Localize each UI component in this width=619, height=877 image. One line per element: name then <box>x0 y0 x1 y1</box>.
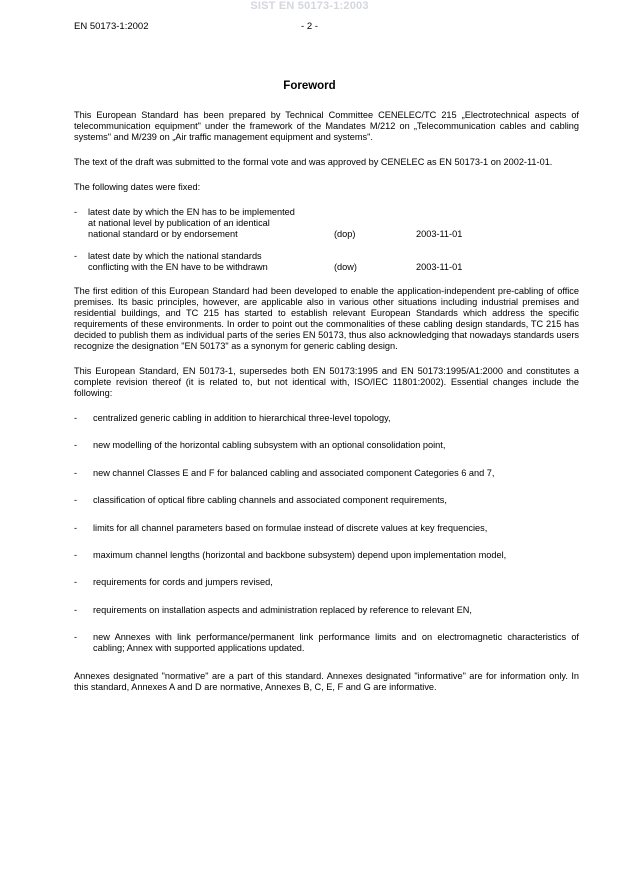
list-item-text: limits for all channel parameters based on formulae instead of discrete values at key frequencies, <box>93 522 488 533</box>
date-description-line: national standard or by endorsement <box>88 229 238 239</box>
list-item-text: maximum channel lengths (horizontal and backbone subsystem) depend upon implementation model, <box>93 549 507 560</box>
changes-list <box>74 413 579 654</box>
date-value: 2003-11-01 <box>416 229 463 239</box>
list-dash: - <box>74 251 78 261</box>
document-body <box>74 110 579 707</box>
list-item <box>74 605 579 616</box>
date-abbreviation: (dow) <box>334 262 357 272</box>
paragraph-preparation: This European Standard has been prepared by Technical Committee CENELEC/TC 215 „Electrotechnical aspects of telecommunication equipment" under the framework of the Mandates M/212 on „Telecommunication cables and cabling systems" and M/239 on „Air traffic management equipment and systems". <box>74 110 579 142</box>
paragraph-dates-intro: The following dates were fixed: <box>74 182 201 192</box>
list-item <box>74 468 579 479</box>
date-description <box>88 251 338 273</box>
list-item <box>74 577 579 588</box>
document-id: EN 50173-1:2002 <box>74 21 149 32</box>
list-item <box>74 550 579 561</box>
list-item <box>74 523 579 534</box>
list-dash: - <box>74 549 78 560</box>
date-description <box>88 207 338 240</box>
list-item-text: requirements on installation aspects and administration replaced by reference to relevant EN, <box>93 604 472 615</box>
list-item-text: new channel Classes E and F for balanced cabling and associated component Categories 6 and 7, <box>93 467 495 478</box>
list-item <box>74 413 579 424</box>
date-description-line: latest date by which the EN has to be implemented <box>88 207 295 217</box>
list-dash: - <box>74 413 78 423</box>
list-dash: - <box>74 522 78 533</box>
paragraph-supersedes: This European Standard, EN 50173-1, supersedes both EN 50173:1995 and EN 50173:1995/A1:2000 and constitutes a complete revision thereof (it is related to, but not identical with, ISO/IEC 11801:2002). Essential changes include the following: <box>74 366 579 398</box>
list-dash: - <box>74 632 78 643</box>
list-dash: - <box>74 495 78 506</box>
list-dash: - <box>74 440 78 451</box>
list-item-text: new modelling of the horizontal cabling subsystem with an optional consolidation point, <box>93 440 446 451</box>
date-item-dow <box>74 251 579 273</box>
page-title: Foreword <box>283 80 336 92</box>
list-dash: - <box>74 467 78 478</box>
dates-list <box>74 207 579 273</box>
date-value: 2003-11-01 <box>416 262 463 272</box>
date-description-line: conflicting with the EN have to be withdrawn <box>88 262 268 272</box>
page-number: - 2 - <box>301 21 318 32</box>
paragraph-annexes: Annexes designated "normative" are a part of this standard. Annexes designated "informative" are for information only. In this standard, Annexes A and D are normative, Annexes B, C, E, F and G are informative. <box>74 670 579 692</box>
list-item-text: centralized generic cabling in addition to hierarchical three-level topology, <box>93 413 391 423</box>
list-dash: - <box>74 577 78 588</box>
list-dash: - <box>74 604 78 615</box>
date-item-dop <box>74 207 579 240</box>
paragraph-approval: The text of the draft was submitted to the formal vote and was approved by CENELEC as EN 50173-1 on 2002-11-01. <box>74 157 553 167</box>
list-item <box>74 440 579 451</box>
watermark: SIST EN 50173-1:2003 <box>250 0 369 12</box>
list-item <box>74 632 579 654</box>
list-item-text: requirements for cords and jumpers revised, <box>93 577 273 588</box>
date-abbreviation: (dop) <box>334 229 356 239</box>
list-item-text: classification of optical fibre cabling channels and associated component requirements, <box>93 495 447 506</box>
date-description-line: latest date by which the national standards <box>88 251 262 261</box>
list-item <box>74 495 579 506</box>
paragraph-history: The first edition of this European Standard had been developed to enable the application-independent pre-cabling of office premises. Its basic principles, however, are applicable also in various other situations including industrial premises and residential buildings, and TC 215 has started to establish relevant European Standards which address the specific requirements of these environments. In order to point out the commonalities of these cabling design standards, TC 215 has decided to publish them as individual parts of the series EN 50173, thus also acknowledging that nowadays standards users recognize the designation "EN 50173" as a synonym for generic cabling design. <box>74 286 579 351</box>
list-dash: - <box>74 207 78 217</box>
date-description-line: at national level by publication of an identical <box>88 218 270 228</box>
list-item-text: new Annexes with link performance/permanent link performance limits and on electromagnetic characteristics of cabling; Annex with supported applications updated. <box>93 632 579 654</box>
